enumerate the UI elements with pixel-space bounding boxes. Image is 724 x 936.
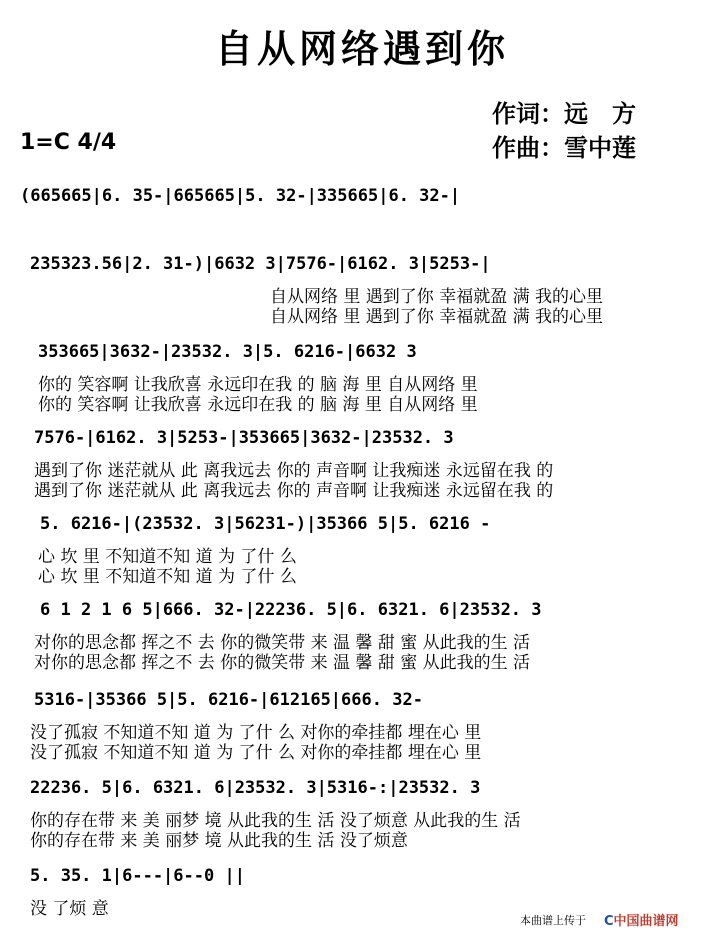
lyrics-row-6-verse-2: 对你的思念都 挥之不 去 你的微笑带 来 温 馨 甜 蜜 从此我的生 活: [34, 653, 531, 673]
lyrics-row-4-verse-1: 遇到了你 迷茫就从 此 离我远去 你的 声音啊 让我痴迷 永远留在我 的: [34, 461, 554, 481]
lyrics-row-4-verse-2: 遇到了你 迷茫就从 此 离我远去 你的 声音啊 让我痴迷 永远留在我 的: [34, 481, 554, 501]
lyrics-row-2-verse-2: 自从网络 里 遇到了你 幸福就盈 满 我的心里: [270, 307, 604, 327]
lyrics-row-7-verse-1: 没了孤寂 不知道不知 道 为 了什 么 对你的牵挂都 埋在心 里: [30, 723, 482, 743]
lyrics-row-8-verse-2: 你的存在带 来 美 丽梦 境 从此我的生 活 没了烦意: [30, 831, 408, 851]
lyricist-credit: 作词：远 方: [492, 100, 636, 128]
lyrics-row-5-verse-2: 心 坎 里 不知道不知 道 为 了什 么: [38, 567, 297, 587]
notation-row-5: 5. 6216-|(23532. 3|56231-)|35366 5|5. 6216 -: [40, 514, 491, 534]
lyrics-row-2-verse-1: 自从网络 里 遇到了你 幸福就盈 满 我的心里: [270, 287, 604, 307]
notation-row-3: 353665|3632-|23532. 3|5. 6216-|6632 3: [38, 342, 417, 362]
key-signature: 1=C 4/4: [20, 130, 117, 155]
lyrics-row-9: 没 了烦 意: [30, 899, 109, 919]
site-logo: C中国曲谱网: [604, 914, 679, 929]
notation-row-4: 7576-|6162. 3|5253-|353665|3632-|23532. 3: [34, 428, 454, 448]
logo-text: 中国曲谱网: [613, 914, 679, 929]
composer-credit: 作曲：雪中莲: [492, 134, 636, 162]
lyrics-row-5-verse-1: 心 坎 里 不知道不知 道 为 了什 么: [38, 547, 297, 567]
notation-row-6: 6 1 2 1 6 5|666. 32-|22236. 5|6. 6321. 6|23532. 3: [40, 600, 542, 620]
lyrics-row-8-verse-1: 你的存在带 来 美 丽梦 境 从此我的生 活 没了烦意 从此我的生 活: [30, 811, 521, 831]
notation-row-7: 5316-|35366 5|5. 6216-|612165|666. 32-: [34, 690, 423, 710]
lyrics-row-6-verse-1: 对你的思念都 挥之不 去 你的微笑带 来 温 馨 甜 蜜 从此我的生 活: [34, 633, 531, 653]
notation-row-1: (665665|6. 35-|665665|5. 32-|335665|6. 32-|: [20, 186, 461, 206]
notation-row-8: 22236. 5|6. 6321. 6|23532. 3|5316-:|23532. 3: [30, 778, 481, 798]
lyrics-row-3-verse-1: 你的 笑容啊 让我欣喜 永远印在我 的 脑 海 里 自从网络 里: [38, 375, 478, 395]
notation-row-2: 235323.56|2. 31-)|6632 3|7576-|6162. 3|5253-|: [30, 254, 491, 274]
lyrics-row-7-verse-2: 没了孤寂 不知道不知 道 为 了什 么 对你的牵挂都 埋在心 里: [30, 743, 482, 763]
notation-row-9: 5. 35. 1|6---|6--0 ||: [30, 866, 245, 886]
footer-upload-note: 本曲谱上传于: [520, 914, 586, 927]
lyrics-row-3-verse-2: 你的 笑容啊 让我欣喜 永远印在我 的 脑 海 里 自从网络 里: [38, 395, 478, 415]
song-title: 自从网络遇到你: [214, 27, 509, 71]
